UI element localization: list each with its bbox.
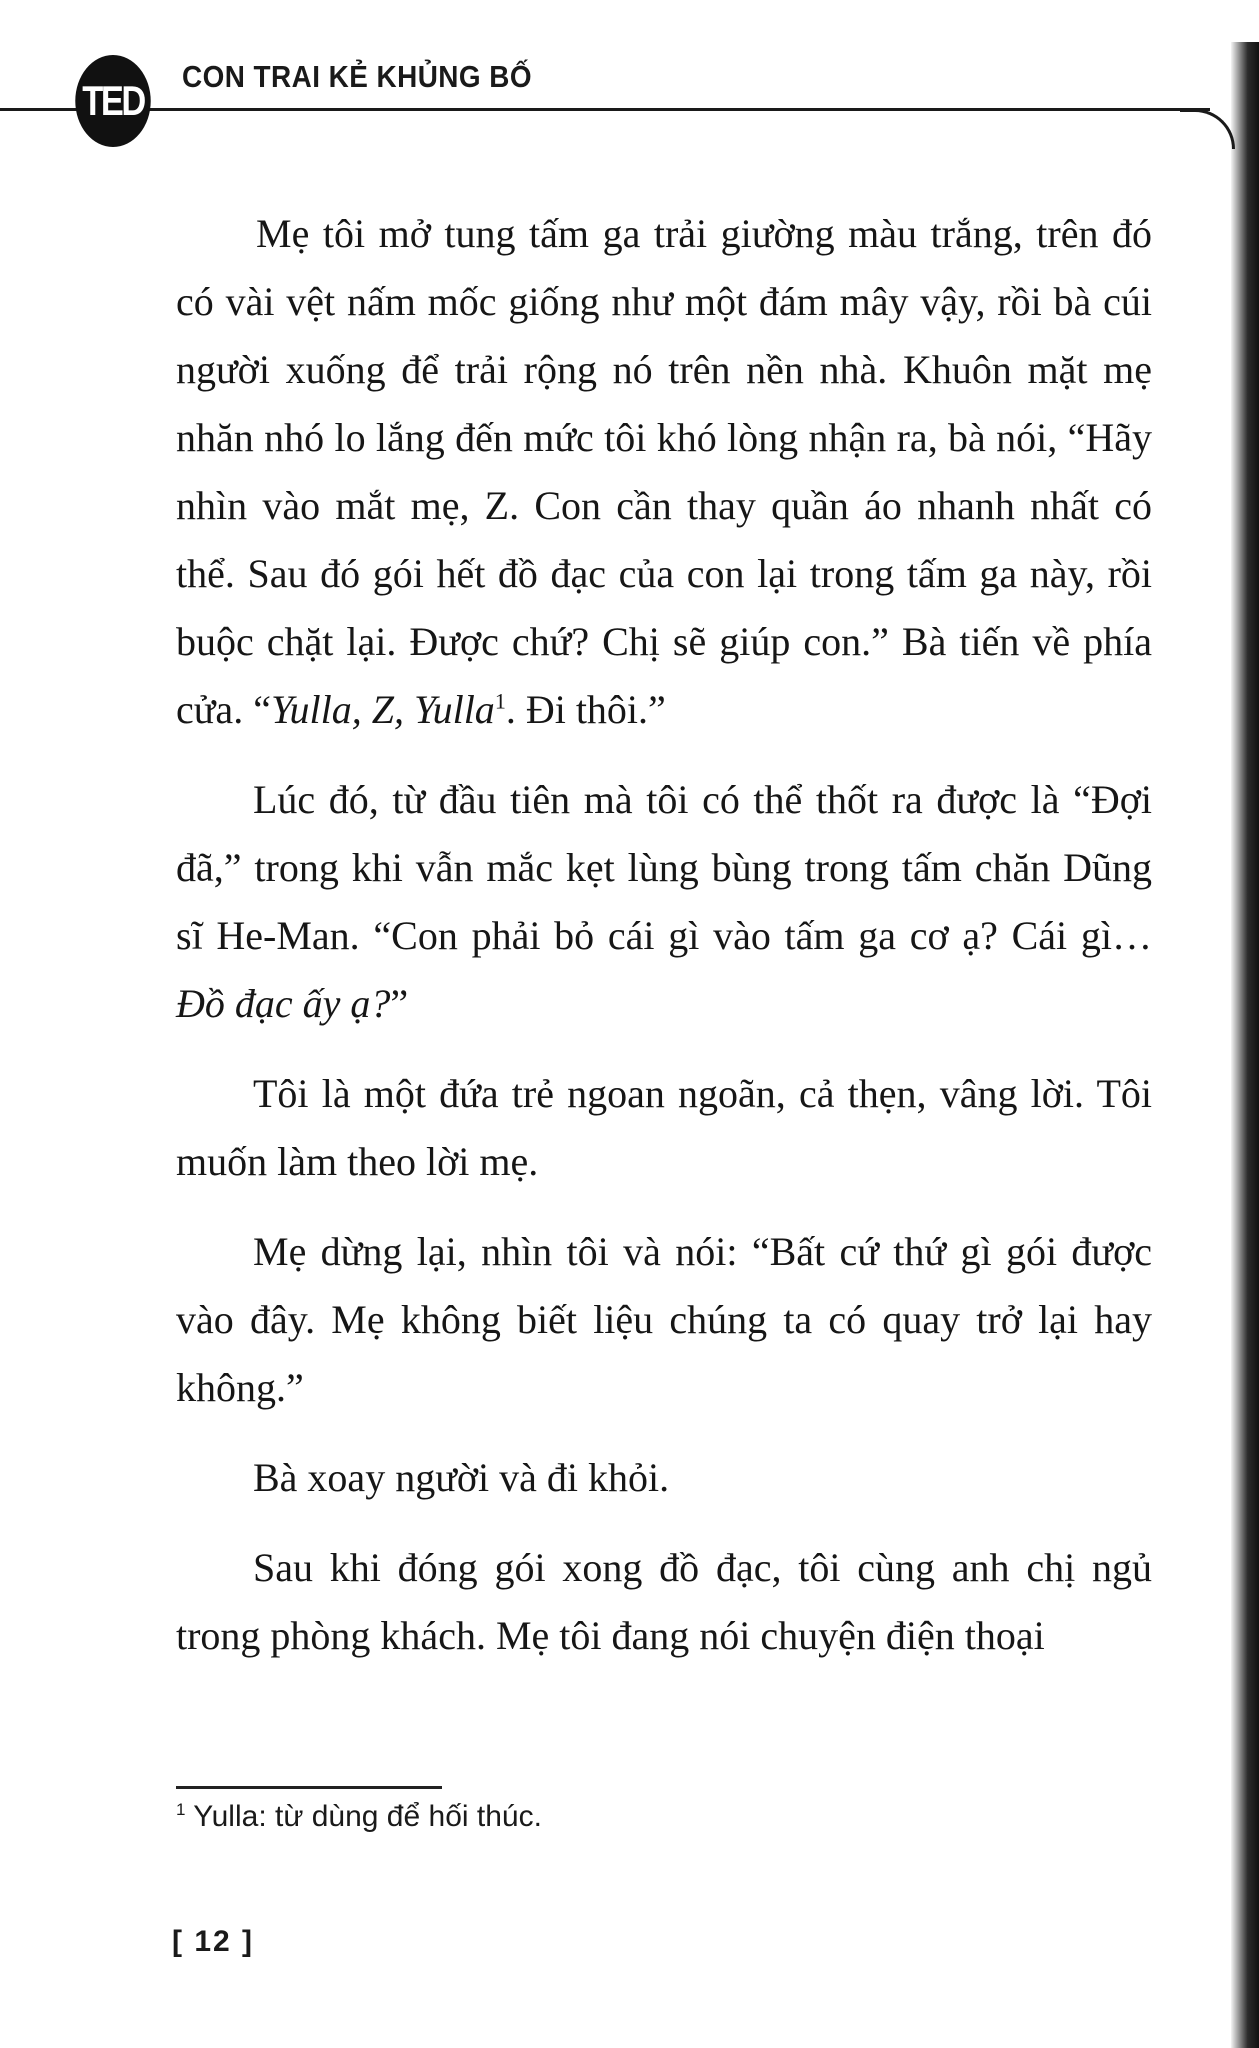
paragraph-2-end: ” (390, 981, 409, 1026)
footnote-marker: 1 (176, 1800, 186, 1819)
paragraph-3: Tôi là một đứa trẻ ngoan ngoãn, cả thẹn, vâng lời. Tôi muốn làm theo lời mẹ. (176, 1071, 1152, 1184)
paragraph-1-end: . Đi thôi.” (505, 687, 666, 732)
page-number: [ 12 ] (172, 1925, 255, 1958)
paragraph-1-text: Mẹ tôi mở tung tấm ga trải giường màu trắng, trên đó có vài vệt nấm mốc giống như một đám mây vậy, rồi bà cúi người xuống để trải rộng nó trên nền nhà. Khuôn mặt mẹ nhăn nhó lo lắng đến mức tôi khó lòng nhận ra, bà nói, “Hãy nhìn vào mắt mẹ, Z. Con cần thay quần áo nhanh nhất có thể. Sau đó gói hết đồ đạc của con lại trong tấm ga này, rồi buộc chặt lại. Được chứ? Chị sẽ giúp con.” Bà tiến về phía cửa. “ (176, 211, 1152, 732)
footnote-text: Yulla: từ dùng để hối thúc. (185, 1800, 542, 1833)
running-title: CON TRAI KẺ KHỦNG BỐ (182, 59, 533, 94)
footnote-rule (176, 1786, 442, 1789)
paragraph-6: Sau khi đóng gói xong đồ đạc, tôi cùng anh chị ngủ trong phòng khách. Mẹ tôi đang nói chuyện điện thoại (176, 1545, 1152, 1658)
header-rule-curve (1180, 109, 1235, 149)
paragraph-2 (176, 766, 1152, 1038)
paragraph-2-text: Lúc đó, từ đầu tiên mà tôi có thể thốt ra được là “Đợi đã,” trong khi vẫn mắc kẹt lùng bùng trong tấm chăn Dũng sĩ He-Man. “Con phải bỏ cái gì vào tấm ga cơ ạ? Cái gì… (176, 777, 1152, 958)
footnote-reference[interactable]: 1 (494, 688, 506, 714)
paragraph-1-italic: Yulla, Z, Yulla (270, 687, 495, 732)
paragraph-4: Mẹ dừng lại, nhìn tôi và nói: “Bất cứ thứ gì gói được vào đây. Mẹ không biết liệu chúng ta có quay trở lại hay không.” (176, 1229, 1152, 1410)
ted-logo: TED (75, 55, 150, 147)
paragraph-5: Bà xoay người và đi khỏi. (253, 1455, 670, 1500)
page-header (0, 55, 1235, 155)
paragraph-1 (176, 200, 1152, 744)
paragraph-2-italic: Đồ đạc ấy ạ? (176, 981, 391, 1026)
body-text (176, 200, 1152, 1692)
page-edge-shadow (1231, 42, 1259, 2048)
header-rule (0, 108, 1210, 111)
footnote (176, 1800, 542, 1834)
